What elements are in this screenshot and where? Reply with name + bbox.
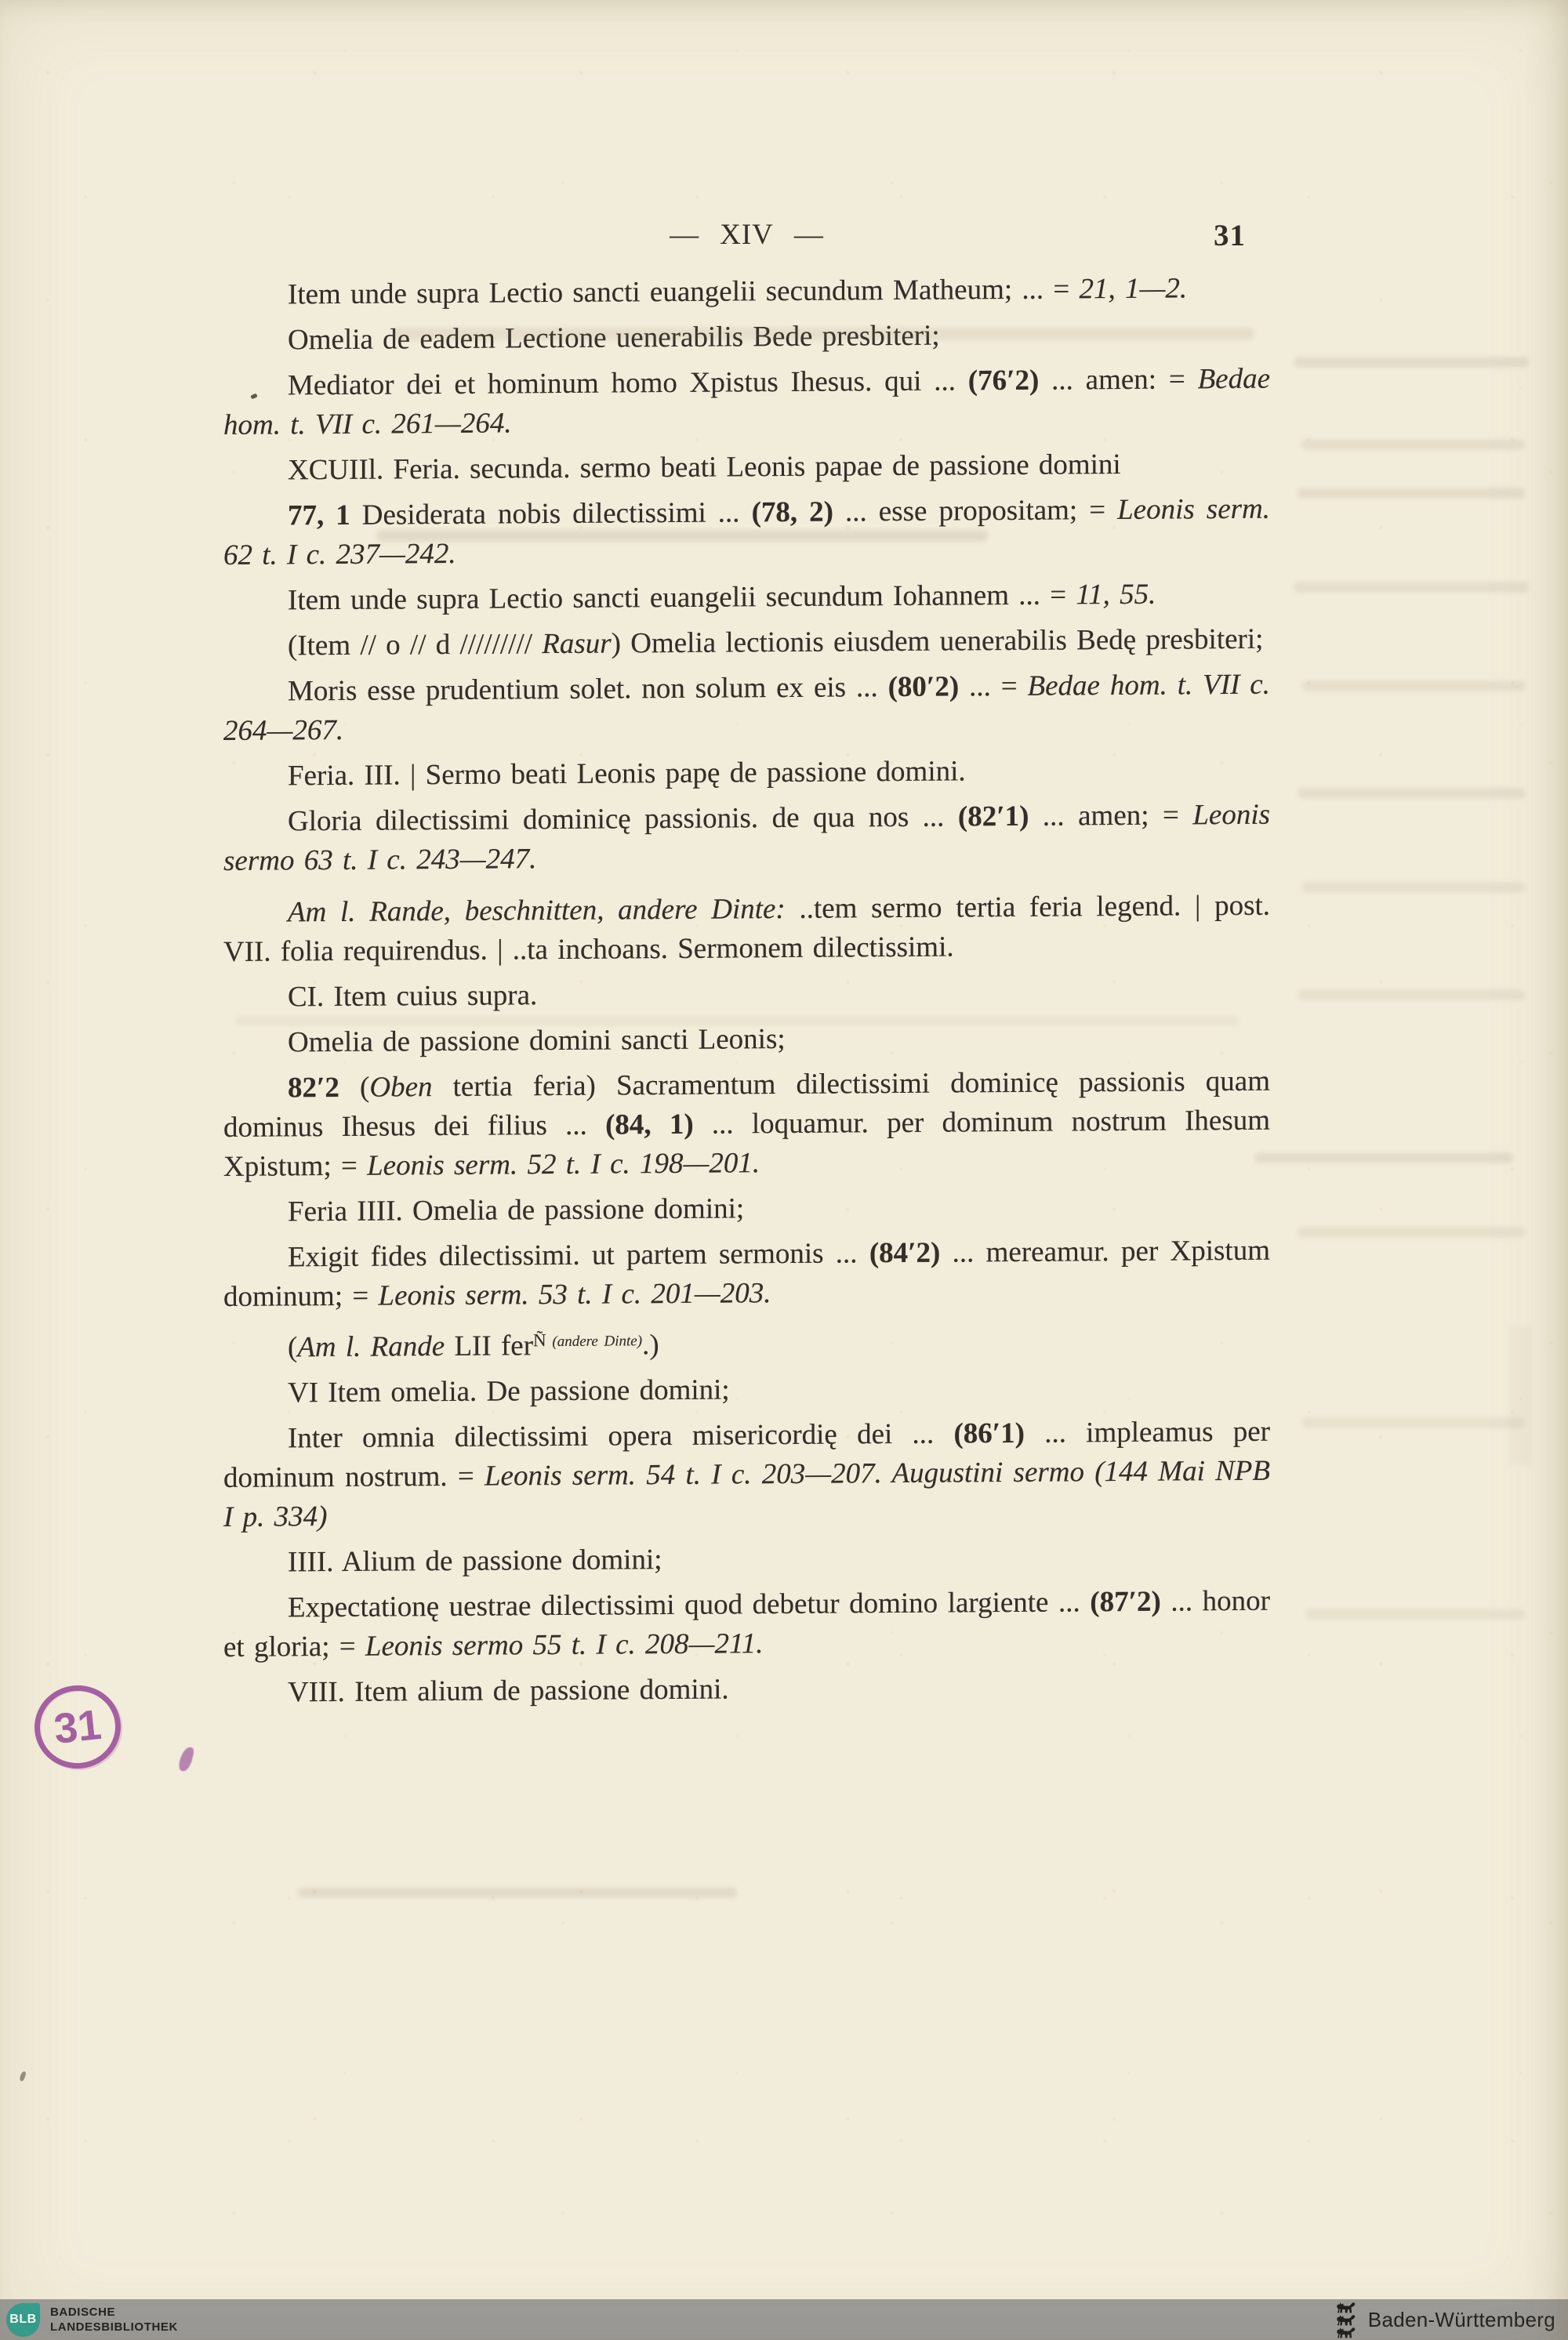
text-run: 21, 1—2. [1079, 272, 1188, 306]
text-run: Ñ [533, 1330, 546, 1351]
blb-logo [6, 2303, 40, 2337]
text-run: LII fer [445, 1330, 534, 1363]
text-run: ... = [959, 669, 1028, 703]
lion-icon [1334, 2327, 1357, 2338]
paragraph [223, 269, 1270, 315]
bleed-through-ghost [1301, 680, 1525, 691]
bleed-through-ghost [1301, 882, 1525, 893]
text-run: (84, 1) [605, 1108, 694, 1141]
paragraph [223, 1367, 1270, 1413]
text-run: Am l. Rande [297, 1330, 445, 1364]
text-run: tertia feria) Sacramentum dilectissimi dominicę passionis quam dominus Ihesus dei filius ... [223, 1065, 1270, 1144]
body-text [223, 269, 1270, 1719]
text-run: Leonis serm. 52 t. I c. 198—201. [367, 1147, 760, 1182]
text-run: IIII. Alium de passione domini; [288, 1544, 662, 1579]
paragraph [223, 575, 1270, 621]
paragraph [223, 1667, 1270, 1713]
bleed-through-ghost [1254, 1152, 1513, 1163]
bleed-through-ghost [1301, 1417, 1525, 1428]
text-run: ... esse propositam; = [833, 494, 1118, 528]
text-run: 77, 1 [288, 499, 350, 532]
text-run: Desiderata nobis dilectissimi ... [350, 496, 752, 531]
text-run: Inter omnia dilectissimi opera misericordię dei ... [288, 1417, 954, 1455]
bleed-through-ghost [1294, 357, 1529, 368]
text-run: Omelia de passione domini sancti Leonis; [288, 1022, 786, 1059]
paragraph [223, 1582, 1270, 1667]
bleed-through-ghost [1301, 439, 1525, 450]
bleed-through-ghost [1294, 582, 1529, 593]
text-run: ... amen: = [1039, 363, 1198, 397]
text-run: (76′2) [967, 364, 1040, 397]
text-run: ... honor et gloria; = [223, 1584, 1270, 1663]
text-run: ... mereamur. per Xpistum dominum; = [223, 1234, 1270, 1313]
text-run: Item unde supra Lectio sancti euangelii secundum Iohannem ... = [288, 579, 1076, 617]
text-run: ( [288, 1331, 298, 1364]
text-run: Exigit fides dilectissimi. ut partem sermonis ... [288, 1237, 869, 1274]
coat-of-arms [1334, 2301, 1357, 2338]
text-run: VIII. Item alium de passione domini. [288, 1673, 729, 1709]
paragraph [223, 1017, 1270, 1063]
ink-blob [177, 1746, 194, 1773]
paragraph [223, 620, 1270, 666]
chapter-numeral: XIV [720, 219, 774, 251]
paragraph [223, 1413, 1270, 1537]
paragraph [223, 360, 1270, 445]
text-run: ... impleamus per dominum nostrum. = [223, 1415, 1271, 1494]
blb-logo-text: BLB [9, 2313, 37, 2326]
text-run: Leonis sermo 55 t. I c. 208—211. [365, 1627, 764, 1663]
text-run: Bedae hom. t. VII c. 261—264. [223, 362, 1271, 441]
paragraph [223, 444, 1270, 491]
text-run: 82′2 [288, 1071, 339, 1105]
state-branding [1334, 2301, 1555, 2338]
text-run: (80′2) [887, 670, 960, 704]
bleed-through-ghost [1509, 1325, 1533, 1466]
text-run: Bedae hom. t. VII c. 264—267. [223, 668, 1270, 747]
text-run: Gloria dilectissimi dominicę passionis. de qua nos ... [288, 800, 958, 838]
text-run: (87′2) [1090, 1585, 1161, 1619]
text-run: Leonis serm. 53 t. I c. 201—203. [378, 1277, 771, 1312]
ink-flick [19, 2070, 27, 2081]
text-run: CI. Item cuius supra. [288, 979, 538, 1014]
text-run: 11, 55. [1076, 578, 1156, 611]
text-run: Omelia de eadem Lectione uenerabilis Bede presbiteri; [288, 319, 940, 357]
footer-bar [0, 2299, 1568, 2340]
library-stamp [31, 1682, 125, 1773]
text-run: Am l. Rande, beschnitten, andere Dinte: [288, 892, 786, 929]
header-right-dash: — [793, 219, 824, 251]
bleed-through-ghost [1298, 1227, 1525, 1238]
lion-icon [1334, 2302, 1357, 2313]
paragraph [223, 1232, 1270, 1317]
text-run: ..tem sermo tertia feria legend. | post. VII. folia requirendus. | ..ta inchoans. Sermonem dilectissimi. [223, 889, 1270, 968]
text-run: (andere Dinte) [546, 1333, 643, 1351]
paragraph [223, 796, 1270, 881]
stamp-number: 31 [51, 1701, 104, 1753]
text-run: ... loquamur. per dominum nostrum Ihesum Xpistum; = [223, 1104, 1270, 1183]
paragraph [223, 314, 1270, 361]
paragraph [223, 1186, 1270, 1232]
text-run: (78, 2) [751, 495, 833, 529]
paragraph [223, 666, 1270, 751]
text-run: VI Item omelia. De passione domini; [288, 1373, 730, 1409]
text-run: Rasur [542, 627, 612, 661]
bleed-through-ghost [1305, 1609, 1525, 1620]
bleed-through-ghost [1298, 788, 1525, 799]
text-run: Expectationę uestrae dilectissimi quod debetur domino largiente ... [288, 1586, 1091, 1624]
text-run: Leonis serm. 62 t. I c. 237—242. [223, 492, 1270, 571]
bleed-through-ghost [1298, 989, 1525, 1000]
text-run: (Item // o // d ///////// [288, 628, 543, 662]
text-run: Leonis serm. 54 t. I c. 203—207. Augustini sermo (144 Mai NPB I p. 334) [223, 1454, 1270, 1533]
text-run: ( [339, 1071, 370, 1104]
library-name-line2: LANDESBIBLIOTHEK [50, 2320, 178, 2334]
text-run: Feria IIII. Omelia de passione domini; [288, 1192, 745, 1228]
library-name-line1: BADISCHE [50, 2306, 116, 2319]
paragraph [223, 887, 1270, 972]
text-run: Feria. III. | Sermo beati Leonis papę de passione domini. [288, 755, 966, 793]
text-run: Item unde supra Lectio sancti euangelii secundum Matheum; ... = [288, 273, 1080, 311]
library-name [50, 2305, 178, 2335]
text-run: (82′1) [957, 800, 1029, 833]
lion-icon [1334, 2314, 1357, 2326]
paragraph [223, 1062, 1270, 1187]
paragraph [223, 1536, 1270, 1583]
text-run: .) [642, 1329, 659, 1362]
text-run: (86′1) [953, 1417, 1025, 1450]
text-run: Leonis sermo 63 t. I c. 243—247. [223, 798, 1270, 877]
text-run: Mediator dei et hominum homo Xpistus Ihesus. qui ... [288, 365, 968, 402]
text-run: (84′2) [869, 1236, 941, 1270]
bleed-through-ghost [298, 1888, 737, 1898]
paragraph [223, 971, 1270, 1018]
text-run: Oben [369, 1071, 433, 1104]
header-left-dash: — [670, 219, 700, 251]
text-run: ) Omelia lectionis eiusdem uenerabilis Bedę presbiteri; [611, 622, 1264, 660]
library-branding [6, 2303, 178, 2337]
page-header [223, 218, 1270, 252]
paragraph [223, 490, 1270, 575]
paragraph [223, 750, 1270, 796]
state-name: Baden-Württemberg [1367, 2307, 1555, 2331]
text-run: ... amen; = [1029, 799, 1193, 833]
text-run: Moris esse prudentium solet. non solum ex eis ... [288, 671, 888, 708]
paragraph [223, 1316, 1270, 1368]
text-run: XCUIIl. Feria. secunda. sermo beati Leonis papae de passione domini [288, 448, 1121, 487]
page-number: 31 [1214, 219, 1246, 252]
bleed-through-ghost [1298, 488, 1525, 499]
